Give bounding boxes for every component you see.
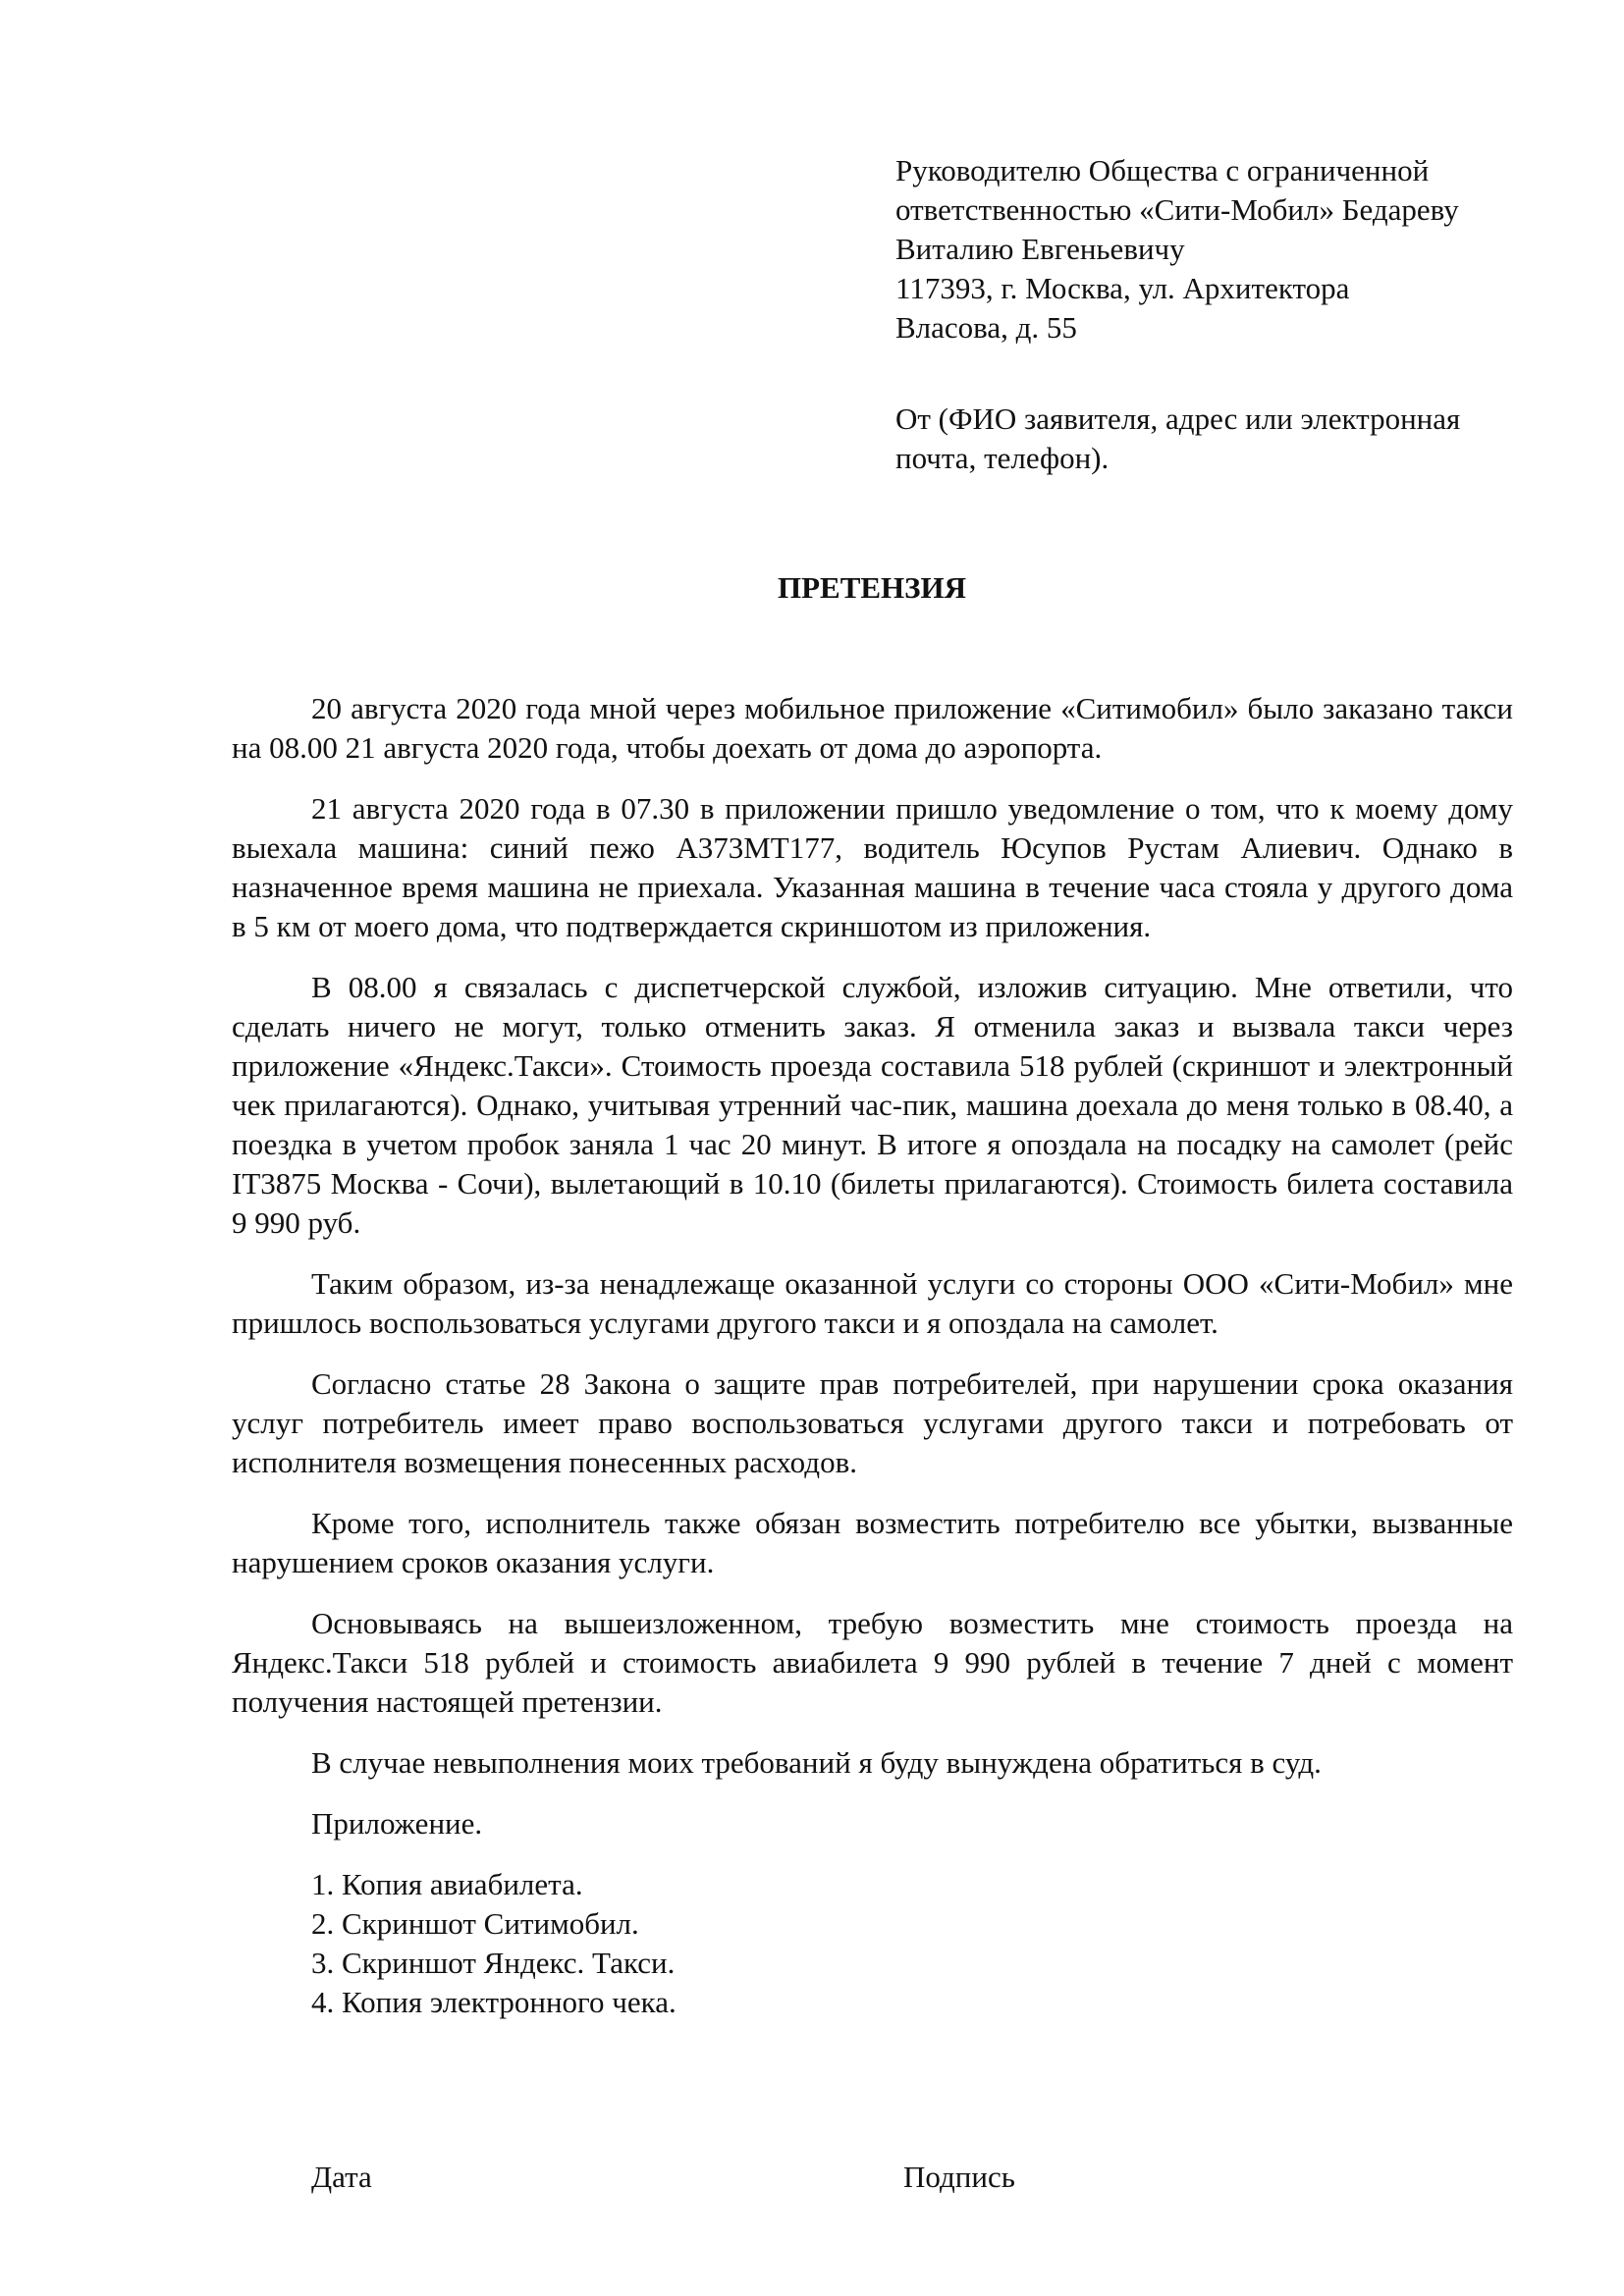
attachment-item: 3. Скриншот Яндекс. Такси. bbox=[311, 1946, 676, 1980]
paragraph-2: 21 августа 2020 года в 07.30 в приложении пришло уведомление о том, что к моему дому выехала машина: синий пежо А373МТ177, водитель Юсупов Рустам Алиевич. Однако в назначенное время машина не приехала. Указанная машина в течение часа стояла у другого дома в 5 км от моего дома, что подтверждается скриншотом из приложения. bbox=[232, 791, 1513, 943]
addressee-block: Руководителю Общества с ограниченной ответственностью «Сити-Мобил» Бедареву Виталию Евгеньевичу 117393, г. Москва, ул. Архитектора Власова, д. 55 bbox=[895, 153, 1459, 345]
signature-label: Подпись bbox=[903, 2160, 1015, 2194]
document-body bbox=[232, 689, 1513, 2022]
attachment-item: 1. Копия авиабилета. bbox=[311, 1867, 583, 1901]
attachment-item: 4. Копия электронного чека. bbox=[311, 1985, 677, 2019]
attachments-list bbox=[232, 1865, 1513, 2022]
paragraph-6: Кроме того, исполнитель также обязан возместить потребителю все убытки, вызванные нарушением сроков оказания услуги. bbox=[232, 1506, 1513, 1579]
attachments-heading: Приложение. bbox=[311, 1806, 483, 1841]
paragraph-4: Таким образом, из-за ненадлежаще оказанной услуги со стороны ООО «Сити-Мобил» мне пришлось воспользоваться услугами другого такси и я опоздала на самолет. bbox=[232, 1266, 1513, 1340]
paragraph-1: 20 августа 2020 года мной через мобильное приложение «Ситимобил» было заказано такси на 08.00 21 августа 2020 года, чтобы доехать от дома до аэропорта. bbox=[232, 691, 1513, 765]
document-title: ПРЕТЕНЗИЯ bbox=[777, 570, 967, 605]
sender-block: От (ФИО заявителя, адрес или электронная почта, телефон). bbox=[895, 401, 1461, 475]
paragraph-8: В случае невыполнения моих требований я буду вынуждена обратиться в суд. bbox=[311, 1745, 1322, 1780]
attachment-item: 2. Скриншот Ситимобил. bbox=[311, 1906, 639, 1941]
paragraph-7: Основываясь на вышеизложенном, требую возместить мне стоимость проезда на Яндекс.Такси 518 рублей и стоимость авиабилета 9 990 рублей в течение 7 дней с момент получения настоящей претензии. bbox=[232, 1606, 1513, 1719]
paragraph-3: В 08.00 я связалась с диспетчерской службой, изложив ситуацию. Мне ответили, что сделать ничего не могут, только отменить заказ. Я отменила заказ и вызвала такси через приложение «Яндекс.Такси». Стоимость проезда составила 518 рублей (скриншот и электронный чек прилагаются). Однако, учитывая утренний час-пик, машина доехала до меня только в 08.40, а поездка в учетом пробок заняла 1 час 20 минут. В итоге я опоздала на посадку на самолет (рейс IT3875 Москва - Сочи), вылетающий в 10.10 (билеты прилагаются). Стоимость билета составила 9 990 руб. bbox=[232, 970, 1513, 1240]
paragraph-5: Согласно статье 28 Закона о защите прав потребителей, при нарушении срока оказания услуг потребитель имеет право воспользоваться услугами другого такси и потребовать от исполнителя возмещения понесенных расходов. bbox=[232, 1366, 1513, 1479]
date-label: Дата bbox=[311, 2160, 372, 2194]
